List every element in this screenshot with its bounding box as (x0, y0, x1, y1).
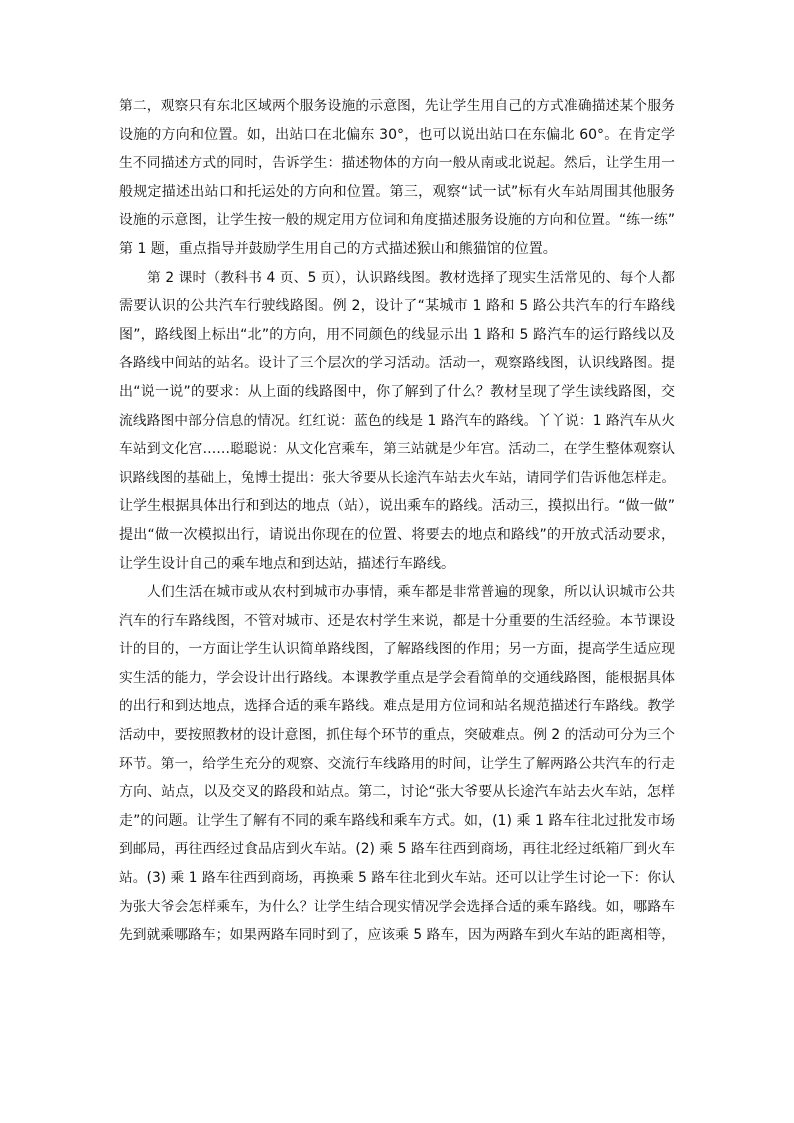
paragraph-2-line-1: 第 2 课时（教科书 4 页、5 页），认识路线图。教材选择了现实生活常见的、每个人都 (147, 269, 675, 286)
paragraph-3-line-13: 先到就乘哪路车；如果两路车同时到了，应该乘 5 路车，因为两路车到火车站的距离相等， (119, 927, 675, 944)
paragraph-2-line-6: 流线路图中部分信息的情况。红红说：蓝色的线是 1 路汽车的路线。丫丫说：1 路汽车从火 (119, 412, 675, 429)
paragraph-2-line-2: 需要认识的公共汽车行驶线路图。例 2，设计了“某城市 1 路和 5 路公共汽车的行车路线 (119, 298, 675, 315)
paragraph-3-line-8: 方向、站点，以及交叉的路段和站点。第二，讨论“张大爷要从长途汽车站去火车站，怎样 (119, 784, 675, 801)
paragraph-2-line-9: 让学生根据具体出行和到达的地点（站），说出乘车的路线。活动三，摸拟出行。“做一做” (119, 498, 675, 515)
paragraph-3-line-9: 走”的问题。让学生了解有不同的乘车路线和乘车方式。如，(1) 乘 1 路车往北过批发市场 (119, 812, 675, 829)
paragraph-2-line-8: 识路线图的基础上，兔博士提出：张大爷要从长途汽车站去火车站，请同学们告诉他怎样走。 (119, 469, 675, 486)
paragraph-3-line-7: 环节。第一，给学生充分的观察、交流行车线路用的时间，让学生了解两路公共汽车的行走 (119, 755, 675, 772)
paragraph-2-line-4: 各路线中间站的站名。设计了三个层次的学习活动。活动一，观察路线图，认识线路图。提 (119, 355, 675, 372)
paragraph-3-line-12: 为张大爷会怎样乘车，为什么？让学生结合现实情况学会选择合适的乘车路线。如，哪路车 (119, 898, 675, 915)
paragraph-1-line-6: 第 1 题，重点指导并鼓励学生用自己的方式描述猴山和熊猫馆的位置。 (119, 240, 557, 257)
paragraph-1-line-3: 生不同描述方式的同时，告诉学生：描述物体的方向一般从南或北说起。然后，让学生用一 (119, 155, 675, 172)
paragraph-2-line-5: 出“说一说”的要求：从上面的线路图中，你了解到了什么？教材呈现了学生读线路图，交 (119, 383, 675, 400)
paragraph-3-line-1: 人们生活在城市或从农村到城市办事情，乘车都是非常普遍的现象，所以认识城市公共 (147, 584, 675, 601)
paragraph-2-line-3: 图”，路线图上标出“北”的方向，用不同颜色的线显示出 1 路和 5 路汽车的运行路线以及 (119, 326, 675, 343)
paragraph-3-line-5: 的出行和到达地点，选择合适的乘车路线。难点是用方位词和站名规范描述行车路线。教学 (119, 698, 675, 715)
document-body (119, 92, 675, 950)
paragraph-3-line-2: 汽车的行车路线图，不管对城市、还是农村学生来说，都是十分重要的生活经验。本节课设 (119, 612, 675, 629)
paragraph-2-line-10: 提出“做一次模拟出行，请说出你现在的位置、将要去的地点和路线”的开放式活动要求， (119, 526, 675, 543)
paragraph-3-line-10: 到邮局，再往西经过食品店到火车站。(2) 乘 5 路车往西到商场，再往北经过纸箱厂到火车 (119, 841, 675, 858)
paragraph-2-line-7: 车站到文化宫……聪聪说：从文化宫乘车，第三站就是少年宫。活动二，在学生整体观察认 (119, 441, 675, 458)
paragraph-1-line-5: 设施的示意图，让学生按一般的规定用方位词和角度描述服务设施的方向和位置。“练一练” (119, 212, 675, 229)
paragraph-3-line-11: 站。(3) 乘 1 路车往西到商场，再换乘 5 路车往北到火车站。还可以让学生讨论一下：你认 (119, 870, 675, 887)
paragraph-3-line-6: 活动中，要按照教材的设计意图，抓住每个环节的重点，突破难点。例 2 的活动可分为三个 (119, 727, 675, 744)
paragraph-2-line-11: 让学生设计自己的乘车地点和到达站，描述行车路线。 (119, 555, 455, 572)
paragraph-1-line-1: 第二，观察只有东北区域两个服务设施的示意图，先让学生用自己的方式准确描述某个服务 (119, 98, 675, 114)
paragraph-1-line-2: 设施的方向和位置。如，出站口在北偏东 30°，也可以说出站口在东偏北 60°。在肯定学 (119, 126, 675, 143)
paragraph-3-line-3: 计的目的，一方面让学生认识简单路线图，了解路线图的作用；另一方面，提高学生适应现 (119, 641, 675, 658)
paragraph-1-line-4: 般规定描述出站口和托运处的方向和位置。第三，观察“试一试”标有火车站周围其他服务 (119, 183, 675, 200)
paragraph-3-line-4: 实生活的能力，学会设计出行路线。本课教学重点是学会看简单的交通线路图，能根据具体 (119, 669, 675, 686)
